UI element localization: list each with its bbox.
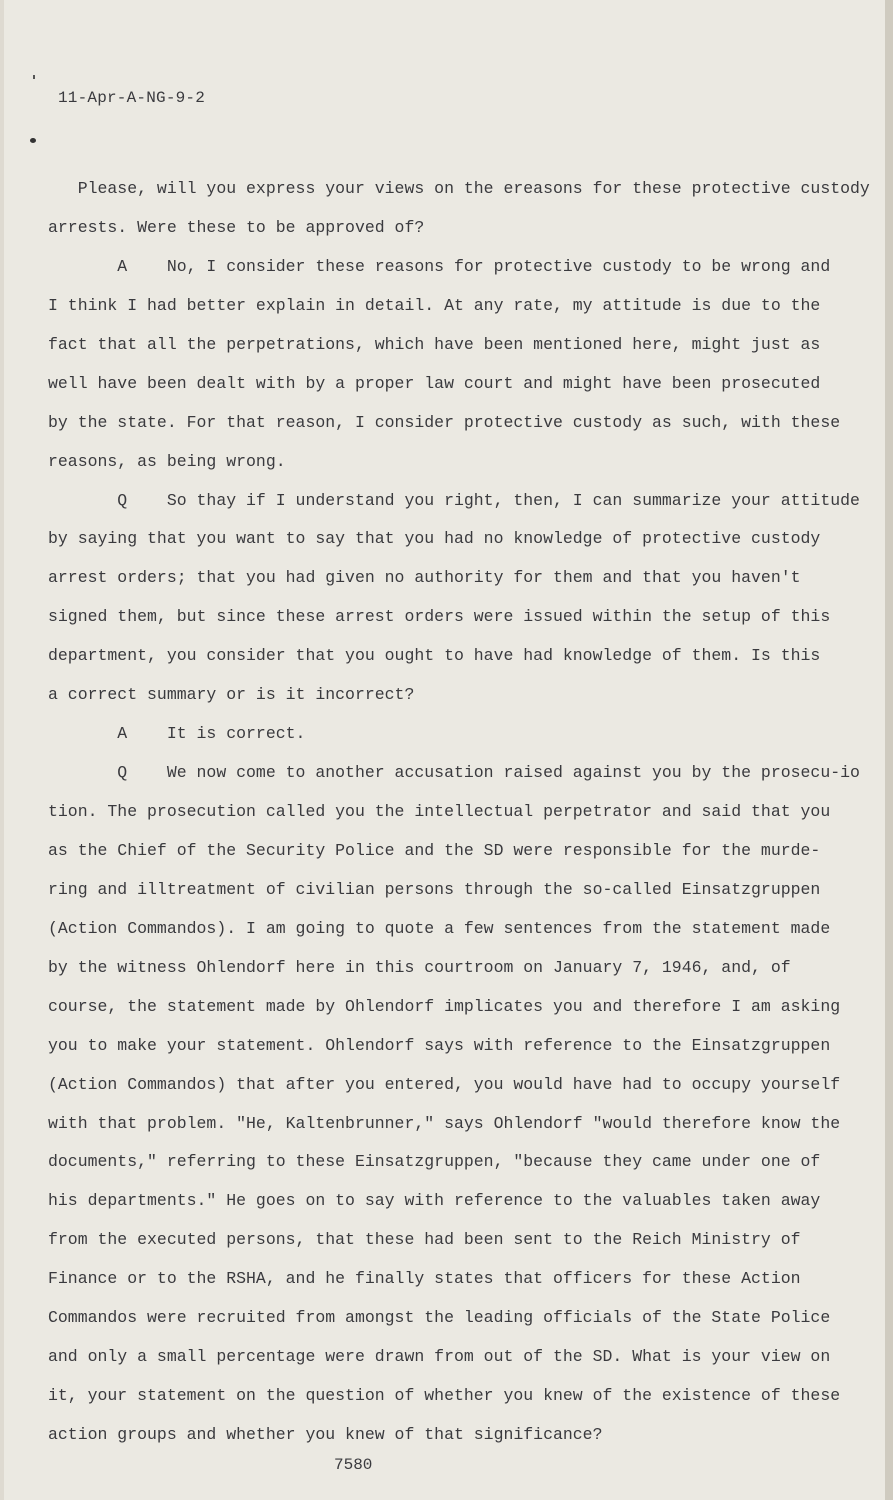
text-line: a correct summary or is it incorrect?: [48, 685, 415, 705]
text-line: Please, will you express your views on the ereasons for these protective custody: [48, 179, 870, 198]
text-line: reasons, as being wrong.: [48, 451, 286, 471]
text-line: A No, I consider these reasons for protective custody to be wrong and: [48, 256, 831, 276]
text-line: as the Chief of the Security Police and the SD were responsible for the murde-: [48, 840, 821, 860]
text-line: arrest orders; that you had given no authority for them and that you haven't: [48, 568, 801, 588]
text-line: from the executed persons, that these had been sent to the Reich Ministry of: [48, 1230, 801, 1250]
text-line: Q We now come to another accusation raised against you by the prosecu-io: [48, 763, 860, 783]
text-line: fact that all the perpetrations, which have been mentioned here, might just as: [48, 334, 821, 354]
header-reference: 11-Apr-A-NG-9-2: [58, 89, 206, 107]
margin-punch-dot: [30, 138, 36, 143]
text-line: by the witness Ohlendorf here in this courtroom on January 7, 1946, and, of: [48, 957, 791, 977]
text-line: well have been dealt with by a proper law court and might have been prosecuted: [48, 373, 821, 393]
text-line: A It is correct.: [48, 724, 306, 744]
text-line: course, the statement made by Ohlendorf implicates you and therefore I am asking: [48, 996, 841, 1016]
text-line: his departments." He goes on to say with reference to the valuables taken away: [48, 1191, 821, 1211]
text-line: tion. The prosecution called you the intellectual perpetrator and said that you: [48, 802, 831, 821]
text-line: Q So thay if I understand you right, then, I can summarize your attitude: [48, 490, 860, 510]
margin-tick-mark: [33, 75, 35, 79]
text-line: signed them, but since these arrest orders were issued within the setup of this: [48, 607, 831, 627]
text-line: action groups and whether you knew of that significance?: [48, 1425, 603, 1444]
text-line: I think I had better explain in detail. At any rate, my attitude is due to the: [48, 295, 821, 315]
text-line: with that problem. "He, Kaltenbrunner," says Ohlendorf "would therefore know the: [48, 1113, 841, 1133]
text-line: documents," referring to these Einsatzgruppen, "because they came under one of: [48, 1152, 821, 1172]
text-line: by saying that you want to say that you had no knowledge of protective custody: [48, 529, 821, 549]
text-line: Commandos were recruited from amongst the leading officials of the State Police: [48, 1308, 831, 1328]
text-line: department, you consider that you ought to have had knowledge of them. Is this: [48, 646, 821, 666]
text-line: ring and illtreatment of civilian persons through the so-called Einsatzgruppen: [48, 879, 821, 899]
text-line: you to make your statement. Ohlendorf says with reference to the Einsatzgruppen: [48, 1035, 831, 1055]
page-number: 7580: [334, 1456, 373, 1474]
text-line: by the state. For that reason, I consider protective custody as such, with these: [48, 412, 841, 432]
paper-edge-left: [0, 0, 4, 1500]
transcript-body: [48, 170, 870, 1455]
text-line: it, your statement on the question of whether you knew of the existence of these: [48, 1386, 841, 1406]
text-line: (Action Commandos). I am going to quote a few sentences from the statement made: [48, 918, 831, 938]
text-line: Finance or to the RSHA, and he finally states that officers for these Action: [48, 1269, 801, 1289]
paper-edge-right: [885, 0, 893, 1500]
text-line: (Action Commandos) that after you entered, you would have had to occupy yourself: [48, 1074, 841, 1094]
text-line: and only a small percentage were drawn from out of the SD. What is your view on: [48, 1347, 831, 1367]
text-line: arrests. Were these to be approved of?: [48, 217, 425, 237]
